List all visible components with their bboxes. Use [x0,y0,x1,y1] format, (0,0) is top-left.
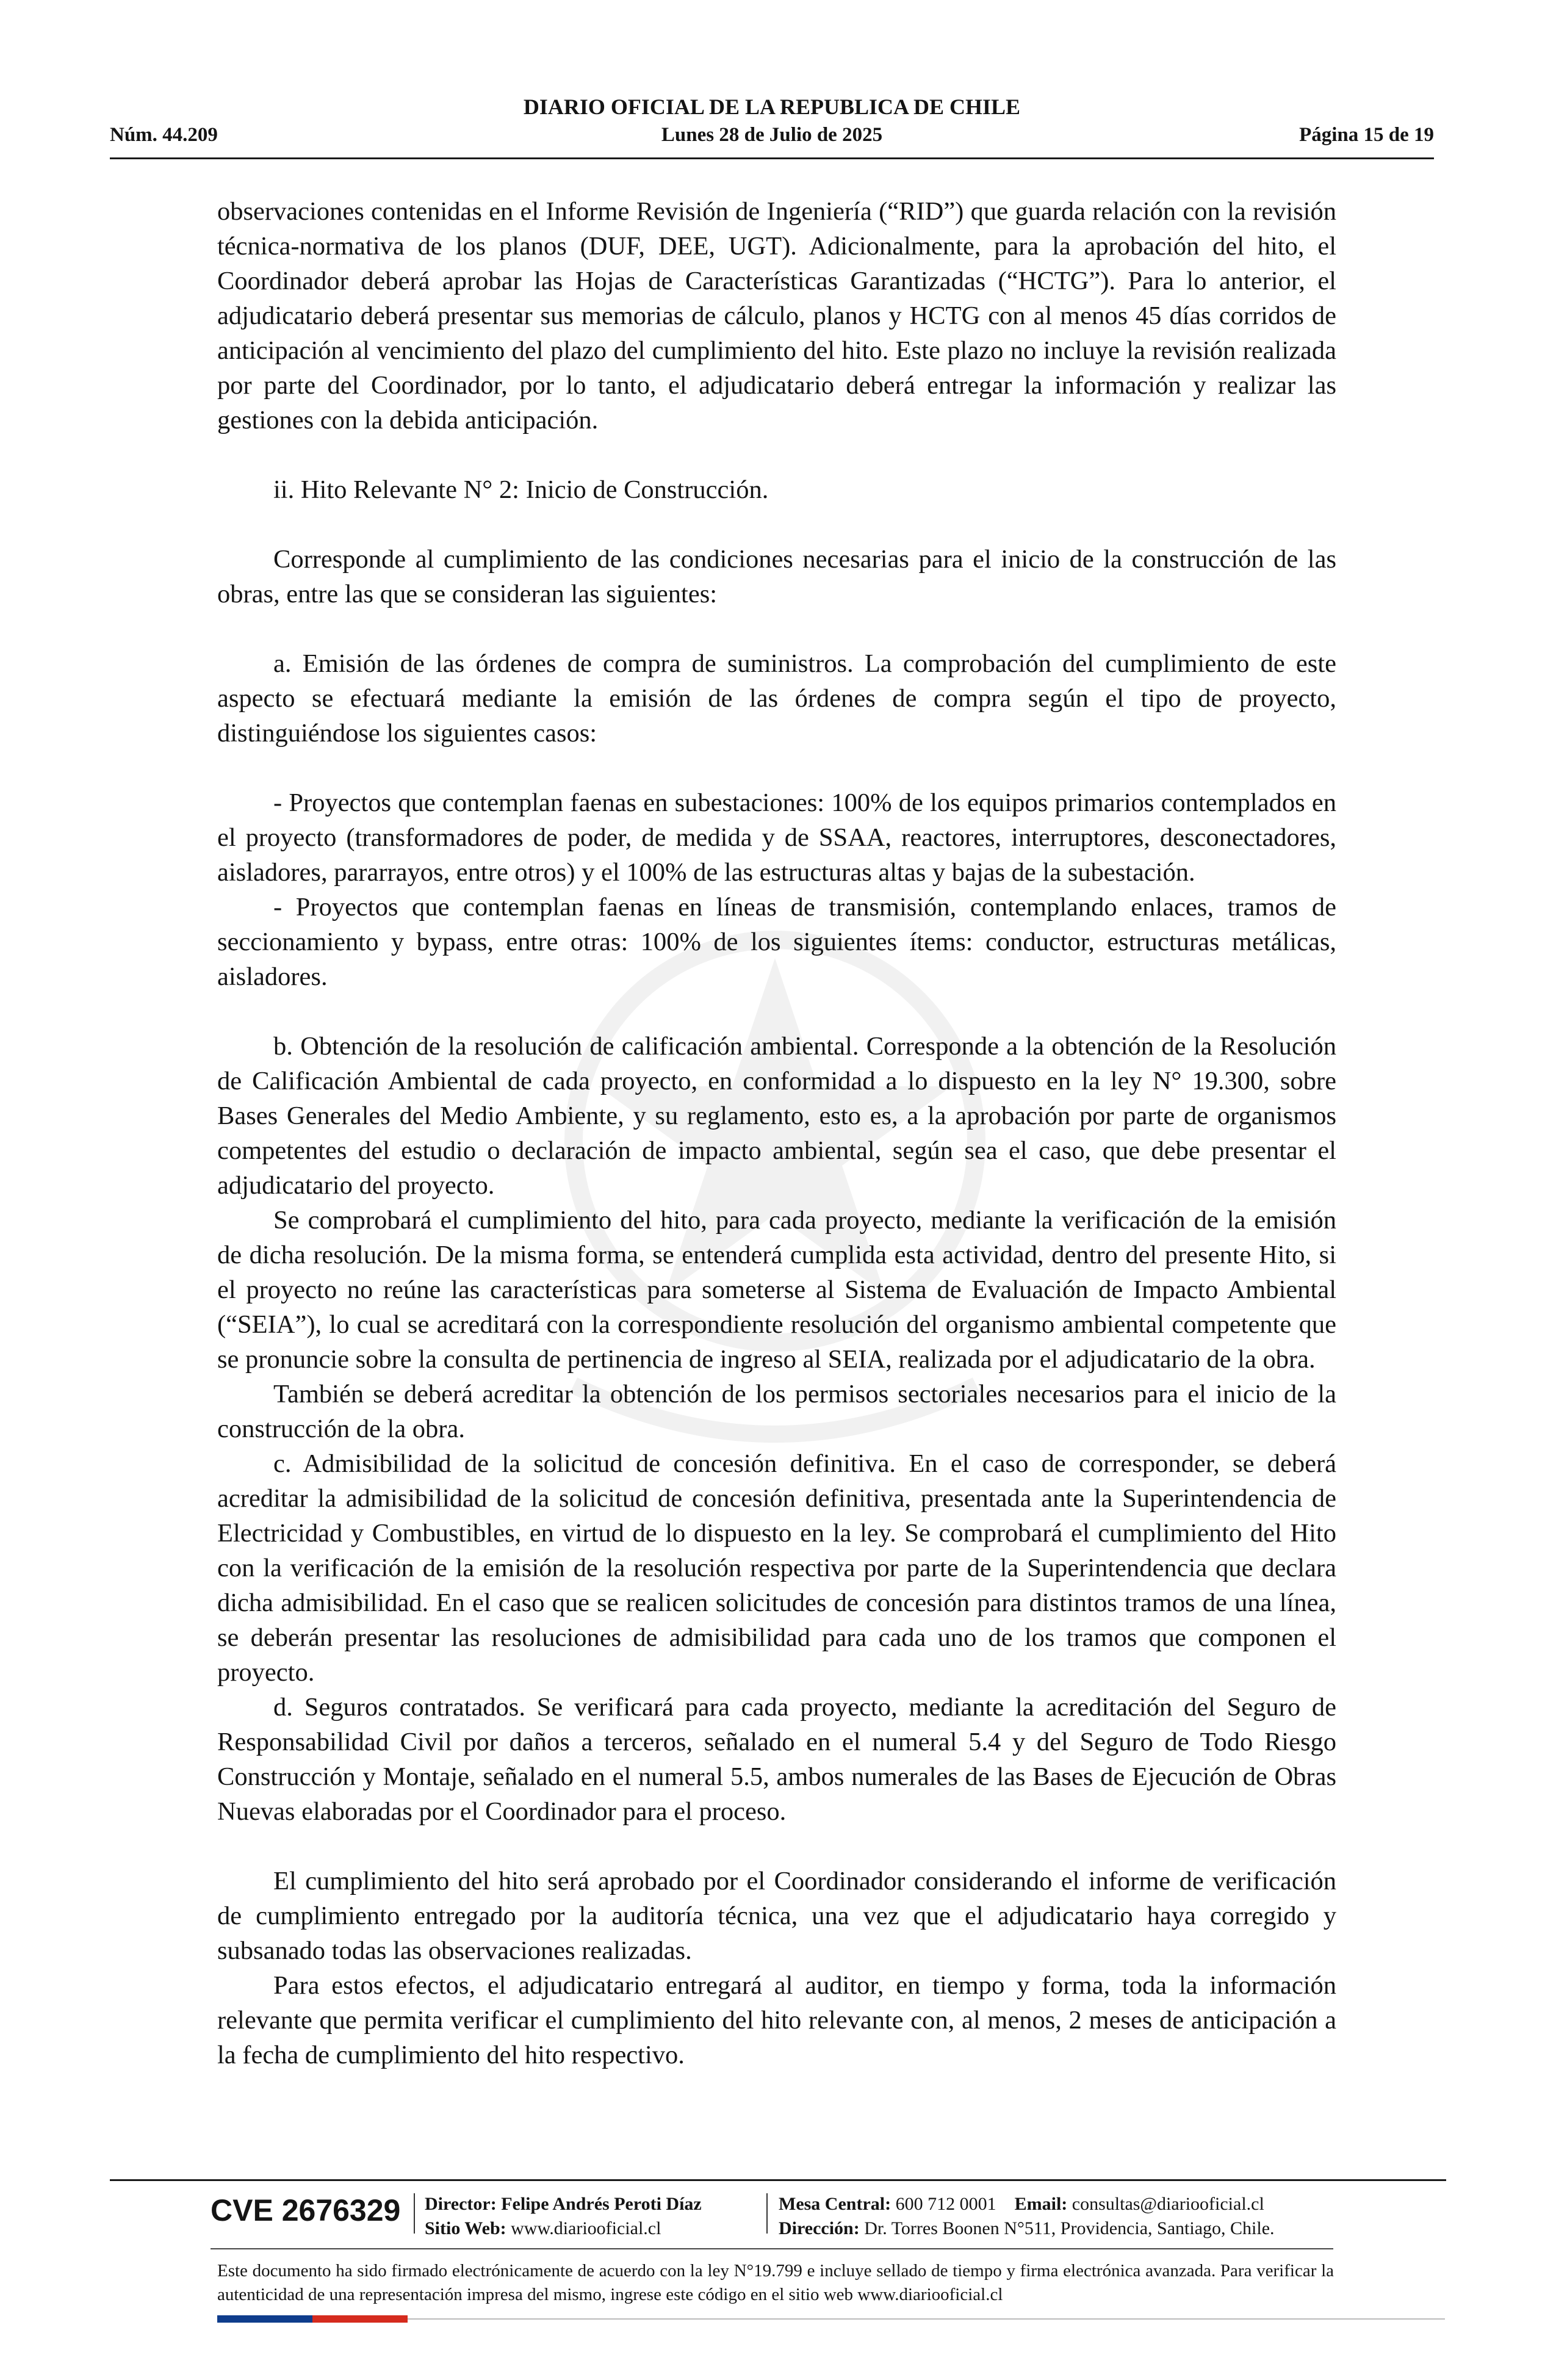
mesa-label: Mesa Central: [779,2194,891,2214]
flag-blue-segment [217,2315,312,2323]
email-link[interactable]: consultas@diariooficial.cl [1072,2194,1264,2214]
paragraph: a. Emisión de las órdenes de compra de suministros. La comprobación del cumplimiento de este aspecto se efectuará mediante la emisión de las órdenes de compra según el tipo de proyecto, distinguiéndose los siguientes casos: [217,649,1336,748]
director-label: Director: Felipe Andrés Peroti Díaz [425,2194,702,2214]
paragraph: Corresponde al cumplimiento de las condiciones necesarias para el inicio de la construcción de las obras, entre las que se consideran las siguientes: [217,545,1336,608]
document-body [217,194,1336,2072]
cve-code: CVE 2676329 [211,2193,401,2227]
footer-divider [110,2179,1446,2181]
paragraph: Se comprobará el cumplimiento del hito, para cada proyecto, mediante la verificación de la emisión de dicha resolución. De la misma forma, se entenderá cumplida esta actividad, dentro del presente Hito, si el proyecto no reúne las características para someterse al Sistema de Evaluación de Impacto Ambiental (“SEIA”), lo cual se acreditará con la correspondiente resolución del organismo ambiental competente que se pronuncie sobre la consulta de pertinencia de ingreso al SEIA, realizada por el adjudicatario de la obra. [217,1206,1336,1374]
footer-director-block [425,2192,702,2241]
mesa-value: 600 712 0001 [895,2194,996,2214]
signature-disclaimer: Este documento ha sido firmado electrónicamente de acuerdo con la ley N°19.799 e incluye sellado de tiempo y firma electrónica avanzada. Para verificar la autenticidad de una representación impresa del mismo, ingrese este código en el sitio web www.diariooficial.cl [217,2261,1334,2304]
issue-date: Lunes 28 de Julio de 2025 [661,124,883,146]
flag-red-segment [312,2315,408,2323]
section-heading: ii. Hito Relevante N° 2: Inicio de Construcción. [273,475,769,504]
footer-contact-block [779,2192,1275,2241]
paragraph: Para estos efectos, el adjudicatario entregará al auditor, en tiempo y forma, toda la información relevante que permita verificar el cumplimiento del hito relevante con, al menos, 2 meses de anticipación a la fecha de cumplimiento del hito respectivo. [217,1971,1336,2069]
email-label: Email: [1014,2194,1068,2214]
paragraph: - Proyectos que contemplan faenas en líneas de transmisión, contemplando enlaces, tramos de seccionamiento y bypass, entre otras: 100% de los siguientes ítems: conductor, estructuras metálicas, aisladores. [217,893,1336,991]
paragraph: También se deberá acreditar la obtención de los permisos sectoriales necesarios para el inicio de la construcción de la obra. [217,1380,1336,1443]
footer-separator [414,2193,415,2234]
paragraph: - Proyectos que contemplan faenas en subestaciones: 100% de los equipos primarios contemplados en el proyecto (transformadores de poder, de medida y de SSAA, reactores, interruptores, desconectadores, aisladores, pararrayos, entre otros) y el 100% de las estructuras altas y bajas de la subestación. [217,788,1336,887]
website-link[interactable]: www.diariooficial.cl [511,2218,661,2238]
flag-stripe [217,2315,408,2323]
website-label: Sitio Web: [425,2218,506,2238]
address-value: Dr. Torres Boonen N°511, Providencia, Santiago, Chile. [864,2218,1275,2238]
footer-separator [766,2193,768,2234]
page-header [110,90,1434,159]
paragraph: d. Seguros contratados. Se verificará para cada proyecto, mediante la acreditación del Seguro de Responsabilidad Civil por daños a terceros, señalado en el numeral 5.4 y del Seguro de Todo Riesgo Construcción y Montaje, señalado en el numeral 5.5, ambos numerales de las Bases de Ejecución de Obras Nuevas elaboradas por el Coordinador para el proceso. [217,1693,1336,1826]
paragraph: c. Admisibilidad de la solicitud de concesión definitiva. En el caso de corresponder, se deberá acreditar la admisibilidad de la solicitud de concesión definitiva, presentada ante la Superintendencia de Electricidad y Combustibles, en virtud de lo dispuesto en la ley. Se comprobará el cumplimiento del Hito con la verificación de la emisión de la resolución respectiva por parte de la Superintendencia que declara dicha admisibilidad. En el caso que se realicen solicitudes de concesión para distintos tramos de una línea, se deberán presentar las resoluciones de admisibilidad para cada uno de los tramos que componen el proyecto. [217,1449,1336,1687]
page-number: Página 15 de 19 [1299,124,1434,146]
paragraph: El cumplimiento del hito será aprobado por el Coordinador considerando el informe de verificación de cumplimiento entregado por la auditoría técnica, una vez que el adjudicatario haya corregido y subsanado todas las observaciones realizadas. [217,1867,1336,1965]
paragraph: b. Obtención de la resolución de calificación ambiental. Corresponde a la obtención de la Resolución de Calificación Ambiental de cada proyecto, en conformidad a lo dispuesto en la ley N° 19.300, sobre Bases Generales del Medio Ambiente, y su reglamento, esto es, a la aprobación por parte de organismos competentes del estudio o declaración de impacto ambiental, según sea el caso, que debe presentar el adjudicatario del proyecto. [217,1032,1336,1200]
footer-bottom-rule [408,2318,1445,2320]
publication-title: DIARIO OFICIAL DE LA REPUBLICA DE CHILE [523,95,1021,119]
footer-divider [211,2248,1333,2249]
address-label: Dirección: [779,2218,860,2238]
issue-number: Núm. 44.209 [110,124,218,146]
paragraph: observaciones contenidas en el Informe Revisión de Ingeniería (“RID”) que guarda relación con la revisión técnica-normativa de los planos (DUF, DEE, UGT). Adicionalmente, para la aprobación del hito, el Coordinador deberá aprobar las Hojas de Características Garantizadas (“HCTG”). Para lo anterior, el adjudicatario deberá presentar sus memorias de cálculo, planos y HCTG con al menos 45 días corridos de anticipación al vencimiento del plazo del cumplimiento del hito. Este plazo no incluye la revisión realizada por parte del Coordinador, por lo tanto, el adjudicatario deberá entregar la información y realizar las gestiones con la debida anticipación. [217,197,1336,435]
